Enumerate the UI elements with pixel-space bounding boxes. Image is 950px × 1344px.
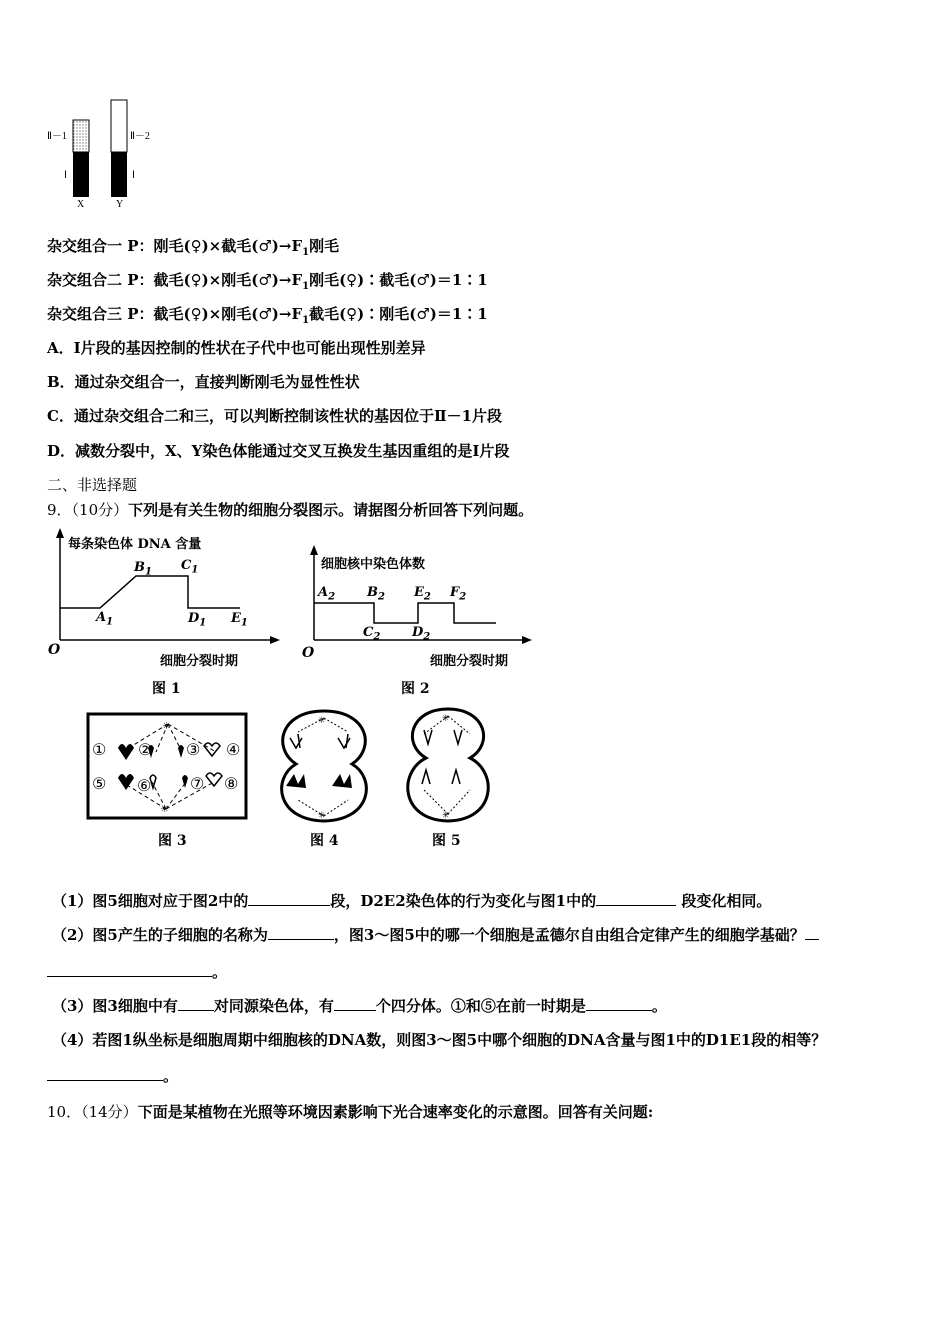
fig3-num-1: ① [92, 740, 107, 759]
answer-blank-2[interactable] [596, 891, 676, 906]
cross-1: 杂交组合一 P：刚毛(♀)×截毛$(♂)\to F_1$刚毛 [47, 237, 340, 258]
fig3-num-7: ⑦ [190, 774, 205, 793]
fig3-num-6: ⑥ [137, 776, 152, 795]
option-B: B．通过杂交组合一，直接判断刚毛为显性性状 [47, 373, 360, 391]
fig1-origin: O [48, 642, 61, 658]
svg-text:☀: ☀ [162, 721, 171, 732]
fig1-caption: 图 1 [152, 681, 181, 697]
fig3-num-2: ② [138, 740, 153, 759]
cross-3: 杂交组合三 P：截毛(♀)×刚毛$(♂)\to F_1$截毛(♀)∶刚毛(♂)＝1∶1 [47, 305, 488, 326]
answer-blank-4a[interactable] [805, 925, 819, 940]
xy-chromosome-drawing [70, 97, 140, 201]
fig5-caption: 图 5 [432, 833, 461, 849]
x-chromosome-II1-segment [73, 120, 89, 152]
fig2-point-B2: $B_2$ [367, 585, 385, 603]
figure-3-cell [86, 712, 250, 820]
q9-sub1: （1）图5细胞对应于图2中的 段，D2E2染色体的行为变化与图1中的 段变化相同。 [52, 892, 772, 910]
figure-5-cell [394, 706, 502, 824]
y-chromosome-II2-segment [111, 100, 127, 152]
fig3-num-8: ⑧ [224, 774, 239, 793]
y-chromosome-I-segment [111, 152, 127, 197]
fig2-caption: 图 2 [401, 681, 430, 697]
answer-blank-7[interactable] [586, 996, 652, 1011]
q10-stem: 10．（14分）下面是某植物在光照等环境因素影响下光合速率变化的示意图。回答有关问题: [47, 1103, 654, 1121]
svg-text:✳: ✳ [442, 811, 450, 821]
q9-sub2: （2）图5产生的子细胞的名称为 ，图3～图5中的哪一个细胞是孟德尔自由组合定律产生的细胞学基础？ [52, 925, 819, 945]
answer-blank-6[interactable] [334, 996, 376, 1011]
option-D: D．减数分裂中，X、Y染色体能通过交叉互换发生基因重组的是Ⅰ片段 [47, 442, 510, 460]
q9-sub3: （3）图3细胞中有 对同源染色体，有 个四分体。①和⑤在前一时期是 。 [52, 997, 667, 1015]
svg-text:✳: ✳ [318, 811, 326, 821]
svg-text:✳: ✳ [442, 714, 450, 724]
option-A: A．Ⅰ片段的基因控制的性状在子代中也可能出现性别差异 [47, 339, 426, 357]
fig1-point-B1: $B_1$ [134, 560, 152, 578]
fig2-point-E2: $E_2$ [414, 585, 431, 603]
x-chromosome-I-segment [73, 152, 89, 197]
fig3-caption: 图 3 [158, 833, 187, 849]
fig1-point-A1: $A_1$ [96, 610, 114, 628]
fig2-origin: O [302, 645, 315, 661]
fig1-point-E1: $E_1$ [231, 611, 248, 629]
fig2-point-D2: $D_2$ [412, 625, 431, 643]
answer-blank-4b[interactable] [47, 962, 212, 977]
fig1-point-D1: $D_1$ [188, 611, 207, 629]
section-title: 二、非选择题 [47, 476, 138, 494]
label-Y: Y [116, 199, 124, 210]
fig1-xlabel: 细胞分裂时期 [160, 654, 239, 669]
fig4-caption: 图 4 [310, 833, 339, 849]
fig1-point-C1: $C_1$ [181, 558, 199, 576]
option-C: C．通过杂交组合二和三，可以判断控制该性状的基因位于Ⅱ－1片段 [47, 407, 503, 425]
q9-sub2-cont: 。 [47, 962, 227, 982]
fig2-point-C2: $C_2$ [363, 625, 381, 643]
q9-stem: 9．（10分）下列是有关生物的细胞分裂图示。请据图分析回答下列问题。 [47, 501, 534, 519]
label-I-left: Ⅰ [64, 170, 67, 181]
fig2-xlabel: 细胞分裂时期 [430, 654, 509, 669]
label-X: X [77, 199, 85, 210]
label-II2: Ⅱ－2 [130, 131, 150, 142]
label-I-right: Ⅰ [132, 170, 135, 181]
answer-blank-8[interactable] [47, 1066, 163, 1081]
fig3-num-3: ③ [186, 740, 201, 759]
figure-1-line [60, 576, 240, 608]
q9-sub4-cont: 。 [47, 1066, 178, 1086]
svg-text:✳: ✳ [318, 716, 326, 726]
fig1-ylabel: 每条染色体 DNA 含量 [68, 537, 202, 552]
svg-text:☀: ☀ [160, 804, 169, 815]
figure-4-cell [268, 708, 380, 824]
fig2-point-F2: $F_2$ [450, 585, 467, 603]
label-II1: Ⅱ－1 [47, 131, 67, 142]
answer-blank-1[interactable] [248, 891, 330, 906]
q9-sub4: （4）若图1纵坐标是细胞周期中细胞核的DNA数，则图3～图5中哪个细胞的DNA含量与图1中的D1E1段的相等？ [52, 1031, 827, 1049]
cross-2: 杂交组合二 P：截毛(♀)×刚毛$(♂)\to F_1$刚毛(♀)∶截毛(♂)＝1∶1 [47, 271, 488, 292]
answer-blank-5[interactable] [178, 996, 214, 1011]
fig3-num-5: ⑤ [92, 774, 107, 793]
fig2-ylabel: 细胞核中染色体数 [321, 557, 426, 572]
figure-2-line [314, 603, 496, 623]
fig3-num-4: ④ [226, 740, 241, 759]
answer-blank-3[interactable] [268, 925, 334, 940]
fig2-point-A2: $A_2$ [318, 585, 336, 603]
